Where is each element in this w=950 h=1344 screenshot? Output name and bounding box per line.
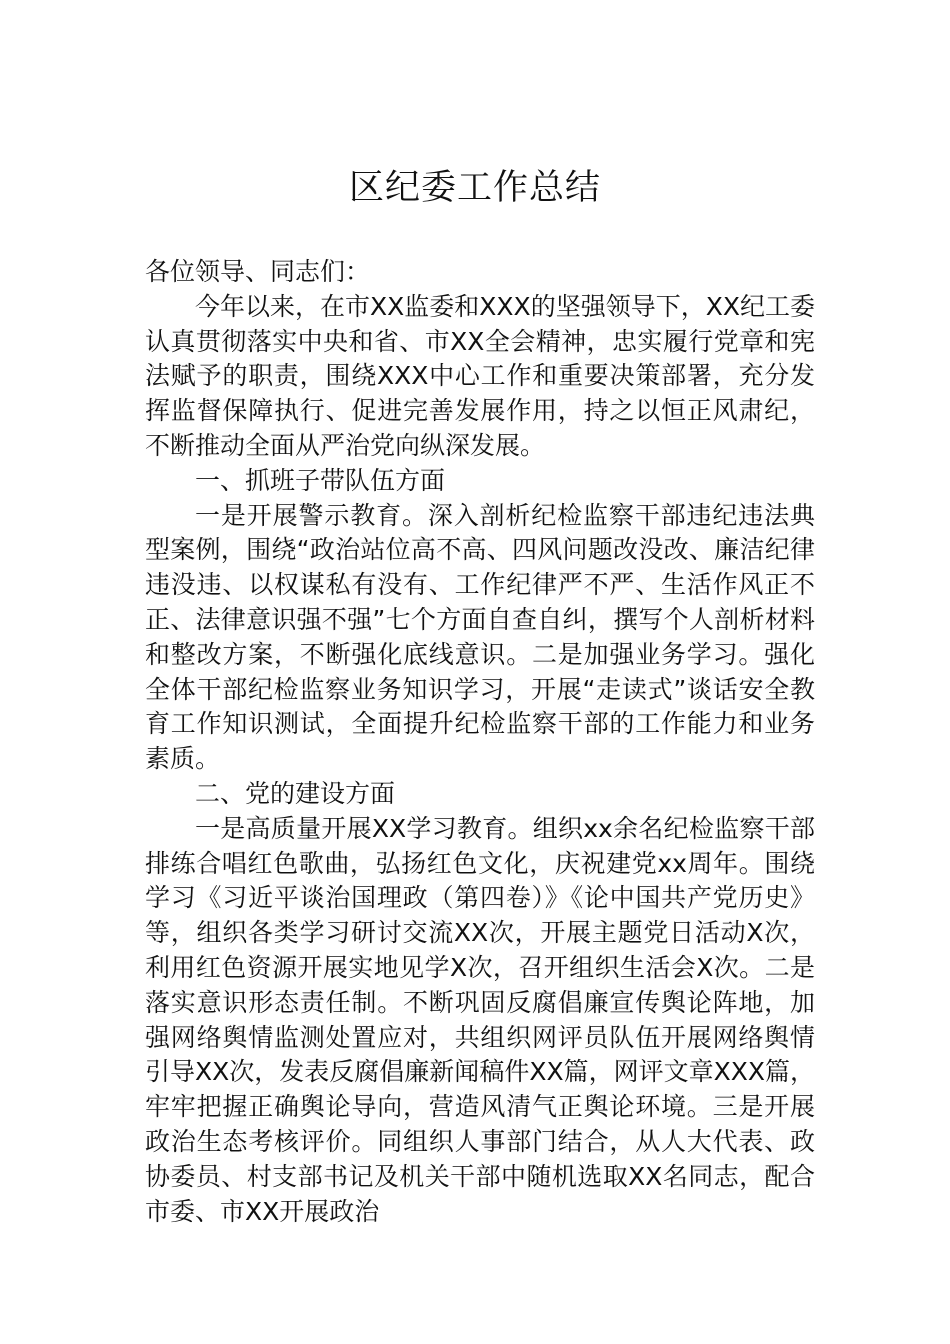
section-heading-1: 一、抓班子带队伍方面: [195, 465, 446, 495]
salutation: 各位领导、同志们：: [145, 257, 371, 286]
paragraph-section-2: 一是高质量开展XX学习教育。组织xx余名纪检监察干部排练合唱红色歌曲，弘扬红色文化，庆祝建党xx周年。围绕学习《习近平谈治国理政（第四卷）》《论中国共产党历史》等，组织各类学习研讨交流XX次，开展主题党日活动X次，利用红色资源开展实地见学X次，召开组织生活会X次。二是落实意识形态责任制。不断巩固反腐倡廉宣传舆论阵地，加强网络舆情监测处置应对，共组织网评员队伍开展网络舆情引导XX次，发表反腐倡廉新闻稿件XX篇，网评文章XXX篇，牢牢把握正确舆论导向，营造风清气正舆论环境。三是开展政治生态考核评价。同组织人事部门结合，从人大代表、政协委员、村支部书记及机关干部中随机选取XX名同志，配合市委、市XX开展政治: [145, 813, 815, 1226]
paragraph-section-1: 一是开展警示教育。深入剖析纪检监察干部违纪违法典型案例，围绕“政治站位高不高、四风问题改没改、廉洁纪律违没违、以权谋私有没有、工作纪律严不严、生活作风正不正、法律意识强不强”七个方面自查自纠，撰写个人剖析材料和整改方案，不断强化底线意识。二是加强业务学习。强化全体干部纪检监察业务知识学习，开展“走读式”谈话安全教育工作知识测试，全面提升纪检监察干部的工作能力和业务素质。: [145, 500, 815, 774]
document-title: 区纪委工作总结: [348, 168, 601, 208]
paragraph-intro: 今年以来，在市XX监委和XXX的坚强领导下，XX纪工委认真贯彻落实中央和省、市XX全会精神，忠实履行党章和宪法赋予的职责，围绕XXX中心工作和重要决策部署，充分发挥监督保障执行、促进完善发展作用，持之以恒正风肃纪，不断推动全面从严治党向纵深发展。: [145, 291, 815, 460]
section-heading-2: 二、党的建设方面: [195, 778, 396, 808]
document-body: [145, 255, 815, 1229]
